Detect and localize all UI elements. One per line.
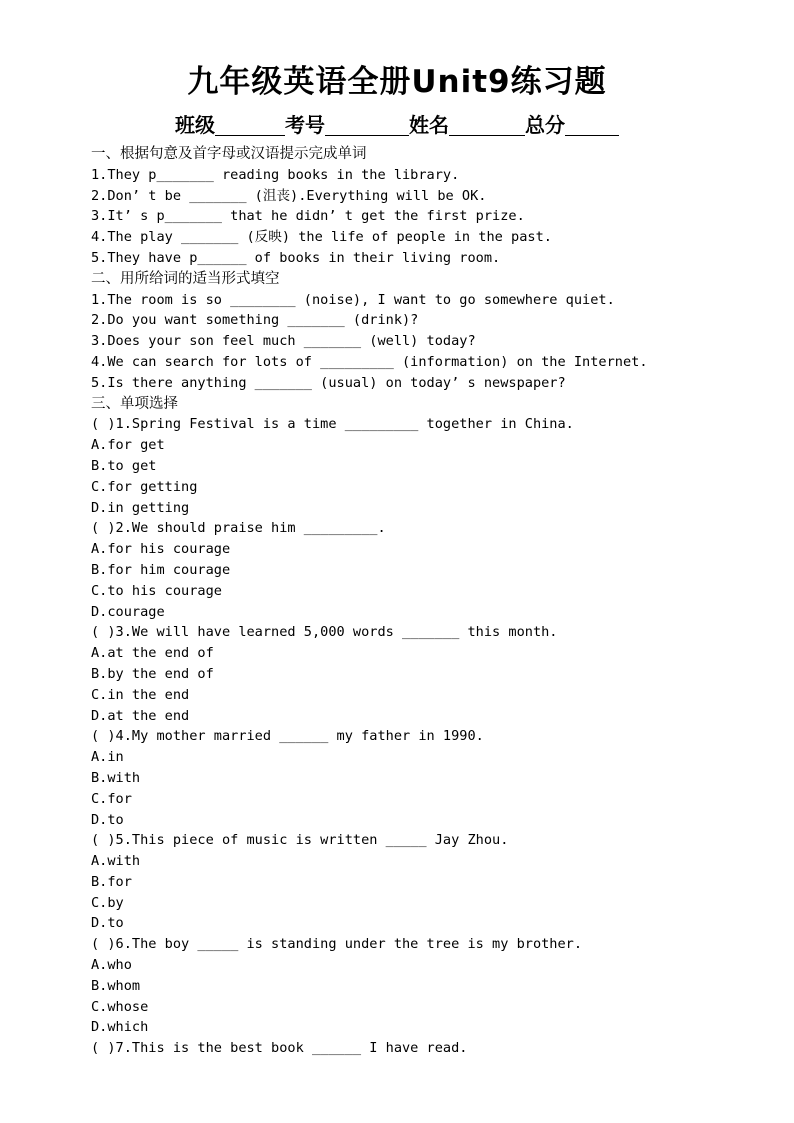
class-label: 班级 — [175, 113, 215, 137]
exam-no-label: 考号 — [285, 113, 325, 137]
section-heading: 二、用所给词的适当形式填空 — [91, 270, 280, 287]
page-title: 九年级英语全册Unit9练习题 — [187, 64, 607, 100]
question-line: 4.The play _______ (反映) the life of people in the past. — [91, 229, 552, 246]
question-line: ( )3.We will have learned 5,000 words _______ this month. — [91, 624, 558, 641]
question-line: ( )4.My mother married ______ my father in 1990. — [91, 728, 484, 745]
question-line: 3.Does your son feel much _______ (well) today? — [91, 333, 476, 350]
answer-option: A.with — [91, 853, 141, 870]
answer-option: A.at the end of — [91, 645, 214, 662]
answer-option: D.which — [91, 1019, 149, 1036]
answer-option: B.by the end of — [91, 665, 214, 682]
question-line: ( )1.Spring Festival is a time _________ together in China. — [91, 416, 574, 433]
answer-option: D.courage — [91, 603, 165, 620]
question-line: ( )2.We should praise him _________. — [91, 520, 386, 537]
answer-option: D.at the end — [91, 707, 190, 724]
question-line: ( )5.This piece of music is written _____ Jay Zhou. — [91, 832, 509, 849]
answer-option: B.whom — [91, 977, 141, 994]
answer-option: C.in the end — [91, 686, 190, 703]
answer-option: D.to — [91, 811, 124, 828]
answer-option: C.by — [91, 894, 124, 911]
name-label: 姓名 — [409, 113, 449, 137]
question-line: 5.They have p______ of books in their living room. — [91, 249, 501, 266]
answer-option: A.for get — [91, 437, 165, 454]
name-blank[interactable] — [449, 113, 525, 136]
question-line: 5.Is there anything _______ (usual) on today’ s newspaper? — [91, 374, 566, 391]
answer-option: A.in — [91, 749, 124, 766]
question-line: ( )6.The boy _____ is standing under the tree is my brother. — [91, 936, 583, 953]
answer-option: B.for — [91, 873, 132, 890]
answer-option: B.to get — [91, 457, 157, 474]
answer-option: A.who — [91, 957, 132, 974]
question-line: ( )7.This is the best book ______ I have read. — [91, 1040, 468, 1057]
answer-option: C.to his courage — [91, 582, 222, 599]
answer-option: B.with — [91, 769, 141, 786]
answer-option: D.to — [91, 915, 124, 932]
question-line: 2.Don’ t be _______ (沮丧).Everything will be OK. — [91, 187, 487, 204]
class-blank[interactable] — [215, 113, 285, 136]
answer-option: C.whose — [91, 998, 149, 1015]
question-line: 2.Do you want something _______ (drink)? — [91, 312, 419, 329]
section-heading: 三、单项选择 — [91, 395, 178, 412]
worksheet-body — [91, 144, 794, 1059]
question-line: 3.It’ s p_______ that he didn’ t get the first prize. — [91, 208, 525, 225]
answer-option: C.for getting — [91, 478, 198, 495]
question-line: 1.They p_______ reading books in the library. — [91, 166, 460, 183]
answer-option: D.in getting — [91, 499, 190, 516]
section-heading: 一、根据句意及首字母或汉语提示完成单词 — [91, 146, 367, 162]
exam-no-blank[interactable] — [325, 113, 409, 136]
score-blank[interactable] — [565, 113, 619, 136]
answer-option: C.for — [91, 790, 132, 807]
answer-option: A.for his courage — [91, 541, 231, 558]
answer-option: B.for him courage — [91, 561, 231, 578]
question-line: 1.The room is so ________ (noise), I want to go somewhere quiet. — [91, 291, 615, 308]
score-label: 总分 — [525, 113, 565, 137]
question-line: 4.We can search for lots of _________ (information) on the Internet. — [91, 353, 648, 370]
student-info-row — [0, 110, 794, 140]
